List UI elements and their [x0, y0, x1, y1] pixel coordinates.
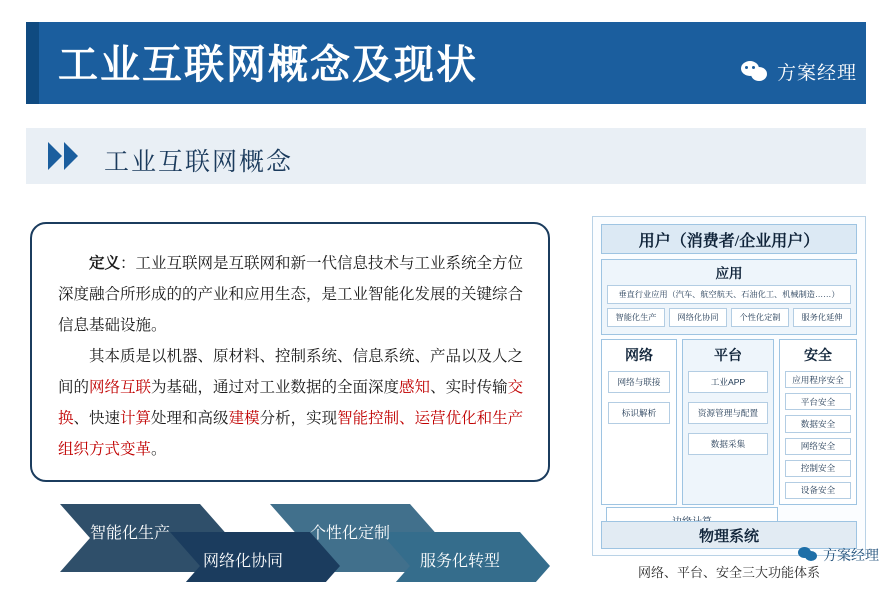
p2-mid2: 、实时传输: [430, 379, 508, 396]
definition-paragraph-1: [58, 248, 528, 341]
arch-app-item-4: 服务化延伸: [793, 308, 851, 327]
ribbon-item-2: 网络化协同: [203, 553, 284, 570]
definition-colon: ：: [120, 255, 136, 272]
p2-hl1: 网络互联: [89, 379, 152, 396]
p2-hl4: 计算: [120, 410, 152, 427]
arch-column-network-title: 网络: [625, 349, 653, 364]
definition-label: 定义: [89, 255, 121, 272]
p2-prefix: 其本质是以机器、原材料、控制系统、信息系统、产品以及人之间的: [58, 348, 524, 396]
arch-column-security-title: 安全: [804, 349, 832, 364]
p2-mid1: 为基础，通过对工业数据的全面深度: [151, 379, 400, 396]
arch-network-cell-2: 标识解析: [608, 402, 670, 424]
p2-mid3: 、快速: [73, 410, 121, 427]
arch-app-item-3: 个性化定制: [731, 308, 789, 327]
arch-platform-cell-3: 数据采集: [688, 433, 768, 455]
arch-physical-system: 物理系统: [601, 521, 857, 549]
wechat-icon: [798, 547, 818, 563]
arch-column-platform: [682, 339, 774, 505]
arch-platform-cell-1: 工业APP: [688, 371, 768, 393]
definition-paragraph-2: [58, 341, 528, 465]
section-title: 工业互联网概念: [104, 149, 294, 176]
p2-end: 。: [151, 441, 167, 458]
arch-column-platform-title: 平台: [714, 349, 742, 364]
arch-column-security: [779, 339, 857, 505]
arch-security-cell-5: 控制安全: [785, 460, 851, 477]
arch-application-title: 应用: [715, 266, 743, 281]
p2-hl6: 智能控制、运营优化和生产组织方式变革: [58, 410, 524, 458]
ribbon-item-3: 个性化定制: [310, 525, 391, 542]
page-title: 工业互联网概念及现状: [58, 42, 478, 87]
arch-platform-cell-2: 资源管理与配置: [688, 402, 768, 424]
arch-security-cell-3: 数据安全: [785, 415, 851, 432]
arch-app-item-1: 智能化生产: [607, 308, 665, 327]
definition-paragraph-1-text: 工业互联网是互联网和新一代信息技术与工业系统全方位深度融合所形成的的产业和应用生态，是工业智能化发展的关键综合信息基础设施。: [58, 255, 524, 334]
architecture-caption: 网络、平台、安全三大功能体系: [637, 565, 820, 580]
p2-mid5: 分析，实现: [259, 410, 338, 427]
title-accent-block: [26, 22, 39, 104]
arch-column-network: [601, 339, 677, 505]
arch-network-cell-1: 网络与联接: [608, 371, 670, 393]
architecture-diagram: [592, 216, 866, 556]
watermark-label: 方案经理: [823, 549, 879, 564]
arch-user-layer: 用户（消费者/企业用户）: [601, 224, 857, 254]
arch-columns: [601, 339, 857, 505]
arch-application-items: [607, 308, 851, 327]
wechat-icon: [741, 61, 769, 83]
author-badge-label: 方案经理: [776, 63, 857, 84]
definition-text: [58, 248, 528, 465]
arch-security-cell-1: 应用程序安全: [785, 371, 851, 388]
arch-application-vertical: 垂直行业应用（汽车、航空航天、石油化工、机械制造……）: [607, 285, 851, 304]
watermark: [798, 545, 879, 565]
definition-box: [30, 222, 550, 482]
author-badge: [741, 58, 857, 85]
p2-mid4: 处理和高级: [151, 410, 229, 427]
ribbon-item-1: 智能化生产: [90, 525, 171, 542]
chevron-ribbon: [40, 496, 560, 582]
arch-security-cell-2: 平台安全: [785, 393, 851, 410]
p2-hl5: 建模: [228, 410, 260, 427]
arch-security-cell-6: 设备安全: [785, 482, 851, 499]
arch-application-layer: [601, 259, 857, 335]
ribbon-item-4: 服务化转型: [420, 553, 501, 570]
arch-security-cell-4: 网络安全: [785, 438, 851, 455]
double-chevron-right-icon: [48, 142, 78, 170]
p2-hl2: 感知: [399, 379, 431, 396]
arch-app-item-2: 网络化协同: [669, 308, 727, 327]
p2-hl3: 交换: [58, 379, 524, 427]
